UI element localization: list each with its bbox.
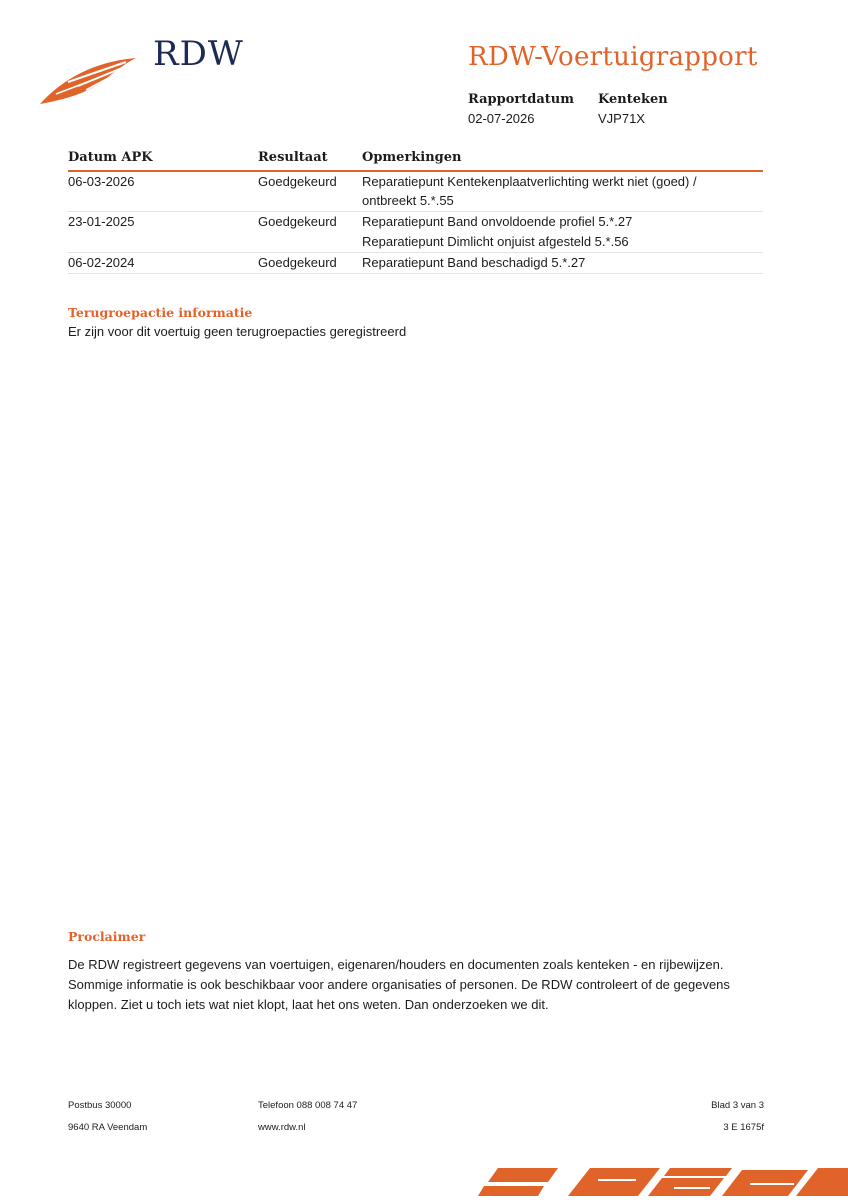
license-plate-label: Kenteken xyxy=(598,92,668,107)
footer-document-code: 3 E 1675f xyxy=(723,1122,764,1133)
row-result: Goedgekeurd xyxy=(258,255,337,270)
apk-history-table xyxy=(68,150,763,274)
row-result: Goedgekeurd xyxy=(258,214,337,229)
rdw-logo-icon xyxy=(38,52,138,108)
table-row xyxy=(68,212,763,253)
row-date: 23-01-2025 xyxy=(68,214,135,229)
row-date: 06-02-2024 xyxy=(68,255,135,270)
footer-page-number: Blad 3 van 3 xyxy=(711,1100,764,1111)
footer-city: 9640 RA Veendam xyxy=(68,1122,148,1133)
row-remark: Reparatiepunt Band onvoldoende profiel 5.*.27 xyxy=(362,214,633,229)
footer-phone: Telefoon 088 008 74 47 xyxy=(258,1100,358,1111)
table-row xyxy=(68,172,763,212)
header-result: Resultaat xyxy=(258,150,328,165)
table-header xyxy=(68,150,763,172)
report-date-label: Rapportdatum xyxy=(468,92,574,107)
footer-website[interactable]: www.rdw.nl xyxy=(258,1122,306,1133)
proclaimer-line: De RDW registreert gegevens van voertuigen, eigenaren/houders en documenten zoals kenteken - en rijbewijzen. xyxy=(68,957,724,972)
report-date-value: 02-07-2026 xyxy=(468,111,535,126)
proclaimer-text xyxy=(68,955,768,1015)
proclaimer-line: kloppen. Ziet u toch iets wat niet klopt, laat het ons weten. Dan onderzoeken we dit. xyxy=(68,997,549,1012)
header-date-apk: Datum APK xyxy=(68,150,153,165)
row-remark: Reparatiepunt Kentekenplaatverlichting werkt niet (goed) / xyxy=(362,174,697,189)
recall-section-title: Terugroepactie informatie xyxy=(68,305,253,320)
row-remark: Reparatiepunt Dimlicht onjuist afgesteld 5.*.56 xyxy=(362,234,629,249)
report-title: RDW-Voertuigrapport xyxy=(468,42,758,72)
proclaimer-line: Sommige informatie is ook beschikbaar voor andere organisaties of personen. De RDW controleert of de gegevens xyxy=(68,977,730,992)
recall-text: Er zijn voor dit voertuig geen terugroepacties geregistreerd xyxy=(68,324,407,339)
header-remarks: Opmerkingen xyxy=(362,150,462,165)
license-plate-value: VJP71X xyxy=(598,111,645,126)
table-row xyxy=(68,253,763,274)
row-remark: Reparatiepunt Band beschadigd 5.*.27 xyxy=(362,255,586,270)
row-result: Goedgekeurd xyxy=(258,174,337,189)
row-date: 06-03-2026 xyxy=(68,174,135,189)
brand-name: RDW xyxy=(153,34,244,74)
row-remark: ontbreekt 5.*.55 xyxy=(362,193,454,208)
decorative-stripes-icon xyxy=(478,1160,848,1200)
footer-postbus: Postbus 30000 xyxy=(68,1100,132,1111)
proclaimer-title: Proclaimer xyxy=(68,929,146,944)
